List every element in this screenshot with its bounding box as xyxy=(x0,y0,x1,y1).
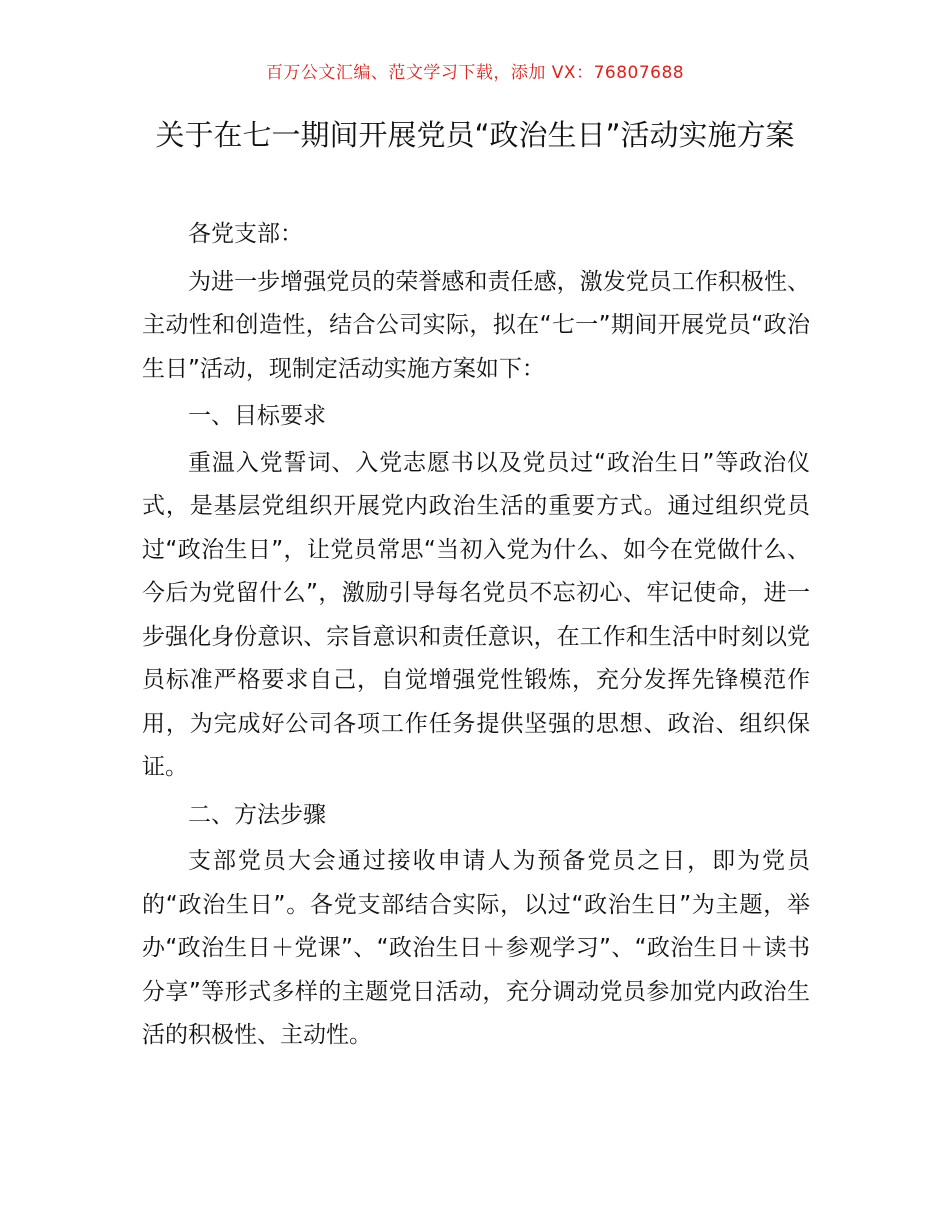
section-heading-goals: 一、目标要求 xyxy=(188,403,326,429)
section-body-goals: 重温入党誓词、入党志愿书以及党员过“政治生日”等政治仪式，是基层党组织开展党内政治生活的重要方式。通过组织党员过“政治生日”，让党员常思“当初入党为什么、如今在党做什么、今后为党留什么”，激励引导每名党员不忘初心、牢记使命，进一步强化身份意识、宗旨意识和责任意识，在工作和生活中时刻以党员标准严格要求自己，自觉增强党性锻炼，充分发挥先锋模范作用，为完成好公司各项工作任务提供坚强的思想、政治、组织保证。 xyxy=(142,449,810,780)
document-body xyxy=(142,213,810,1062)
intro-paragraph: 为进一步增强党员的荣誉感和责任感，激发党员工作积极性、主动性和创造性，结合公司实际，拟在“七一”期间开展党员“政治生日”活动，现制定活动实施方案如下： xyxy=(142,268,810,382)
salutation: 各党支部： xyxy=(188,221,303,247)
header-watermark: 百万公文汇编、范文学习下载，添加 VX：76807688 xyxy=(265,63,685,83)
document-title: 关于在七一期间开展党员“政治生日”活动实施方案 xyxy=(155,118,795,152)
section-heading-steps: 二、方法步骤 xyxy=(188,801,326,828)
section-body-steps: 支部党员大会通过接收申请人为预备党员之日，即为党员的“政治生日”。各党支部结合实际，以过“政治生日”为主题，举办“政治生日＋党课”、“政治生日＋参观学习”、“政治生日＋读书分享”等形式多样的主题党日活动，充分调动党员参加党内政治生活的积极性、主动性。 xyxy=(142,848,810,1048)
